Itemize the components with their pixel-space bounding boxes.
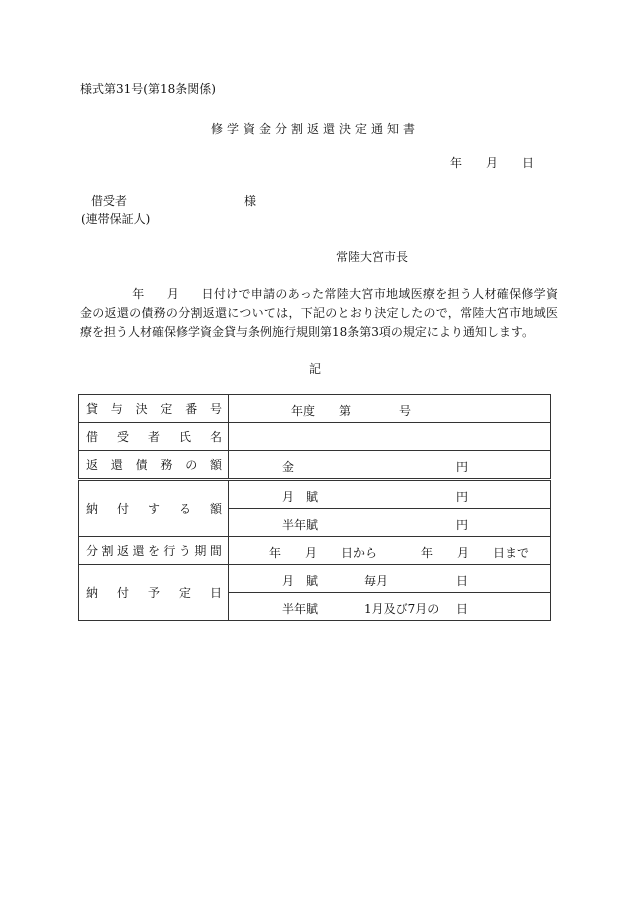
- label-char: 受: [116, 430, 129, 444]
- label-char: 期: [194, 544, 207, 558]
- label-text: [79, 456, 228, 473]
- label-char: 還: [132, 544, 145, 558]
- semiannual-amount-cell: [229, 509, 551, 537]
- row-label: [79, 480, 229, 537]
- label-char: る: [178, 502, 191, 516]
- label-char: の: [185, 458, 198, 472]
- day-label: 日: [456, 602, 469, 616]
- notice-paragraph: [80, 285, 558, 342]
- label-text: [79, 584, 228, 601]
- date-day-label: 日: [522, 156, 535, 170]
- label-text: [79, 500, 228, 517]
- form-number: 様式第31号(第18条関係): [80, 82, 216, 96]
- from-label: 日から: [341, 546, 378, 560]
- period-cell: [229, 537, 551, 565]
- fiscal-year-label: 年度: [291, 404, 316, 418]
- debt-amount-cell: [229, 451, 551, 480]
- table-row: [79, 565, 551, 593]
- label-char: 定: [178, 586, 191, 600]
- label-char: 債: [135, 458, 148, 472]
- label-char: 分: [86, 544, 99, 558]
- details-table: [78, 394, 551, 621]
- body-year: 年: [132, 287, 145, 301]
- label-char: 氏: [178, 430, 191, 444]
- label-char: 番: [185, 402, 198, 416]
- row-label: [79, 565, 229, 621]
- label-char: 予: [147, 586, 160, 600]
- table-row: [79, 537, 551, 565]
- label-char: 割: [101, 544, 114, 558]
- body-month: 月: [166, 287, 180, 301]
- yen-label: 円: [456, 518, 469, 532]
- body-text: 日付けで申請のあった常陸大宮市地域医療を担う人材確保修学資金の返還の債務の分割返還については，下記のとおり決定したので，常陸大宮市地域医療を担う人材確保修学資金貸与条例施行規則第18条第3項の規定により通知します。: [80, 287, 558, 339]
- label-char: 日: [209, 586, 222, 600]
- label-char: 借: [86, 430, 99, 444]
- monthly-schedule-cell: [229, 565, 551, 593]
- each-month-label: 毎月: [364, 574, 389, 588]
- row-label: [79, 537, 229, 565]
- label-char: す: [147, 502, 160, 516]
- start-month-label: 月: [305, 546, 318, 560]
- decision-number-cell: [229, 395, 551, 423]
- label-char: 号: [209, 402, 222, 416]
- yen-label: 円: [456, 460, 469, 474]
- semiannual-schedule-cell: [229, 593, 551, 621]
- monthly-label: 月 賦: [282, 490, 319, 504]
- honorific-label: 様: [244, 194, 257, 208]
- kin-label: 金: [282, 460, 295, 474]
- label-text: [79, 542, 228, 559]
- issuer-name: 常陸大宮市長: [336, 250, 409, 264]
- table-row: [79, 423, 551, 451]
- label-char: 間: [209, 544, 222, 558]
- monthly-label: 月 賦: [282, 574, 319, 588]
- label-char: 名: [209, 430, 222, 444]
- day-label: 日: [456, 574, 469, 588]
- table-row: [79, 395, 551, 423]
- row-label: [79, 395, 229, 423]
- semiannual-label: 半年賦: [282, 518, 319, 532]
- start-year-label: 年: [269, 546, 282, 560]
- label-char: 務: [160, 458, 173, 472]
- ki-heading: 記: [308, 362, 321, 376]
- table-row: [79, 451, 551, 480]
- label-char: 付: [116, 586, 129, 600]
- label-char: 返: [116, 544, 129, 558]
- document-title: 修学資金分割返還決定通知書: [210, 122, 419, 136]
- dai-label: 第: [339, 404, 352, 418]
- label-char: 納: [86, 502, 99, 516]
- row-label: [79, 451, 229, 480]
- monthly-amount-cell: [229, 480, 551, 509]
- label-char: 貸: [86, 402, 99, 416]
- label-char: う: [178, 544, 191, 558]
- label-char: 与: [110, 402, 123, 416]
- go-label: 号: [399, 404, 412, 418]
- label-char: 付: [116, 502, 129, 516]
- label-char: 還: [110, 458, 123, 472]
- end-month-label: 月: [457, 546, 470, 560]
- table-row: [79, 480, 551, 509]
- label-text: [79, 428, 228, 445]
- yen-label: 円: [456, 490, 469, 504]
- label-char: 定: [160, 402, 173, 416]
- label-char: 額: [209, 458, 222, 472]
- end-year-label: 年: [421, 546, 434, 560]
- semiannual-label: 半年賦: [282, 602, 319, 616]
- until-label: 日まで: [493, 546, 530, 560]
- borrower-name-cell: [229, 423, 551, 451]
- row-label: [79, 423, 229, 451]
- label-char: 決: [135, 402, 148, 416]
- label-char: 納: [86, 586, 99, 600]
- label-char: を: [147, 544, 160, 558]
- date-month-label: 月: [486, 156, 499, 170]
- label-char: 返: [86, 458, 99, 472]
- date-year-label: 年: [450, 156, 463, 170]
- label-text: [79, 400, 228, 417]
- label-char: 行: [163, 544, 176, 558]
- label-char: 額: [209, 502, 222, 516]
- january-july-label: 1月及び7月の: [364, 602, 440, 616]
- borrower-label: 借受者: [91, 194, 128, 208]
- label-char: 者: [147, 430, 160, 444]
- guarantor-label: (連帯保証人): [81, 212, 151, 226]
